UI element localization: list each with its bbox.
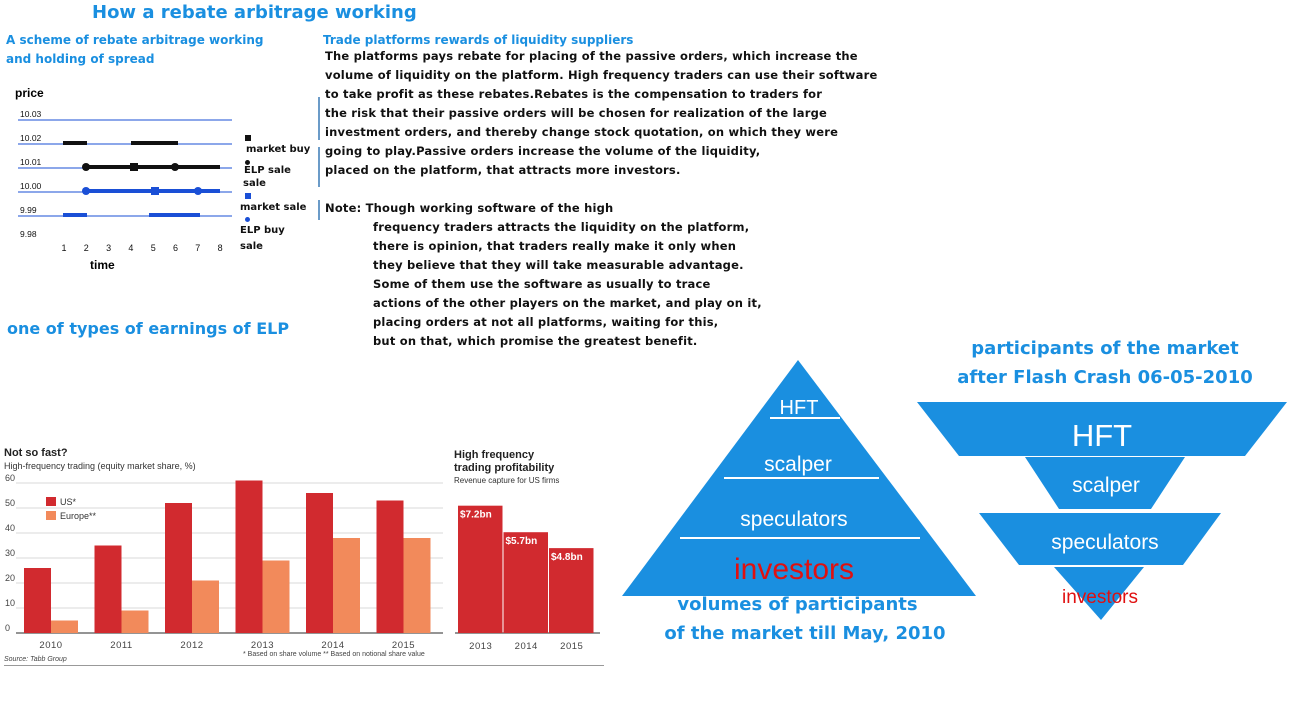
legend-europe-label: Europe** — [60, 511, 97, 521]
elp-buy-dot — [82, 187, 90, 195]
note-line: Note: Though working software of the high — [325, 201, 614, 215]
bar-us-2013 — [236, 481, 263, 634]
platform-line: the risk that their passive orders will be chosen for realization of the large — [325, 106, 827, 120]
platform-paragraph — [325, 47, 877, 180]
bar-value-label: $4.8bn — [551, 552, 583, 564]
bar-europe-2015 — [404, 538, 431, 633]
note-line: but on that, which promise the greatest benefit. — [373, 334, 698, 348]
chart2-subtitle: Revenue capture for US firms — [454, 476, 560, 485]
note-line: actions of the other players on the market, and play on it, — [373, 296, 762, 310]
bar-us-2011 — [95, 546, 122, 634]
bar-profit-2014 — [504, 532, 549, 633]
legend-elp-sale-extra: sale — [243, 178, 266, 189]
separator — [318, 147, 320, 187]
elp-buy-marker — [151, 187, 159, 195]
legend-market-buy: market buy — [246, 144, 311, 155]
scheme-title-line2: and holding of spread — [6, 52, 155, 66]
main-title: How a rebate arbitrage working — [92, 2, 417, 23]
y-tick-label: 40 — [5, 523, 16, 533]
separator — [318, 200, 320, 220]
note-line: placing orders at not all platforms, waiting for this, — [373, 315, 719, 329]
legend-us-label: US* — [60, 497, 77, 507]
inverted-level-scalper: scalper — [1072, 474, 1140, 497]
scheme-order-lines — [63, 143, 220, 215]
x-tick-label: 2015 — [560, 641, 584, 652]
scheme-title-line1: A scheme of rebate arbitrage working — [6, 33, 264, 47]
participants-inverted-pyramid — [915, 400, 1290, 625]
bar-profit-2013 — [458, 506, 503, 633]
rebate-scheme-diagram — [0, 80, 320, 280]
time-tick-label: 7 — [195, 243, 201, 253]
chart2-title-line2: trading profitability — [454, 462, 555, 474]
platform-line: volume of liquidity on the platform. High frequency traders can use their software — [325, 68, 878, 82]
elp-sale-dot — [82, 163, 90, 171]
y-tick-label: 30 — [5, 548, 16, 558]
bar-europe-2010 — [51, 621, 78, 634]
legend-elp-buy: ELP buy — [240, 225, 285, 236]
pyramid-level-speculators: speculators — [740, 508, 848, 531]
legend-market-sale: market sale — [240, 202, 307, 213]
elp-caption: one of types of earnings of ELP — [7, 319, 290, 338]
y-tick-label: 10 — [5, 598, 16, 608]
inverted-level-hft: HFT — [1071, 418, 1133, 453]
elp-buy-legend-icon — [245, 217, 250, 222]
inverted-title-line1: participants of the market — [971, 338, 1239, 359]
time-tick-label: 3 — [106, 243, 112, 253]
note-paragraph — [325, 199, 762, 351]
bar-europe-2011 — [122, 611, 149, 634]
x-tick-label: 2013 — [469, 641, 493, 652]
elp-buy-dot — [194, 187, 202, 195]
platform-title: Trade platforms rewards of liquidity suppliers — [323, 33, 634, 47]
market-sale-legend-icon — [245, 193, 251, 199]
platform-line: investment orders, and thereby change stock quotation, on which they were — [325, 125, 839, 139]
bar-value-label: $7.2bn — [460, 509, 492, 521]
price-level-label: 10.01 — [20, 157, 42, 167]
pyramid-level-investors: investors — [733, 553, 855, 586]
x-tick-label: 2011 — [110, 640, 133, 651]
pyramid-caption-line1: volumes of participants — [677, 594, 918, 615]
price-level-label: 10.03 — [20, 109, 42, 119]
pyramid-caption-line2: of the market till May, 2010 — [664, 623, 946, 644]
inverted-level-speculators: speculators — [1051, 531, 1159, 554]
pyramid-level-hft: HFT — [779, 397, 819, 419]
chart1-subtitle: High-frequency trading (equity market share, %) — [4, 461, 196, 471]
elp-sale-dot — [171, 163, 179, 171]
x-tick-label: 2014 — [321, 640, 345, 651]
x-tick-label: 2010 — [39, 640, 63, 651]
note-line: Some of them use the software as usually to trace — [373, 277, 711, 291]
y-tick-label: 0 — [5, 623, 11, 633]
x-tick-label: 2012 — [180, 640, 204, 651]
scheme-x-title: time — [90, 258, 115, 272]
scheme-y-title: price — [15, 86, 44, 100]
legend-us-swatch — [46, 497, 56, 506]
bar-europe-2013 — [263, 561, 290, 634]
hft-profitability-chart — [450, 440, 605, 670]
bar-us-2012 — [165, 503, 192, 633]
bar-europe-2012 — [192, 581, 219, 634]
time-tick-label: 5 — [150, 243, 156, 253]
time-tick-label: 6 — [172, 243, 179, 253]
note-line: frequency traders attracts the liquidity on the platform, — [373, 220, 750, 234]
time-tick-label: 2 — [83, 243, 89, 253]
legend-europe-swatch — [46, 511, 56, 520]
inverted-level-investors: investors — [1061, 587, 1139, 608]
y-tick-label: 60 — [5, 473, 16, 483]
time-tick-label: 4 — [128, 243, 134, 253]
legend-elp-buy-extra: sale — [240, 241, 263, 252]
bar-us-2015 — [377, 501, 404, 634]
elp-sale-marker — [130, 163, 138, 171]
time-tick-label: 1 — [61, 243, 67, 253]
bar-us-2010 — [24, 568, 51, 633]
chart1-footnote: * Based on share volume ** Based on notional share value — [243, 651, 425, 658]
y-tick-label: 50 — [5, 498, 16, 508]
note-line: there is opinion, that traders really make it only when — [373, 239, 737, 253]
platform-line: placed on the platform, that attracts more investors. — [325, 163, 681, 177]
time-tick-label: 8 — [217, 243, 223, 253]
platform-line: to take profit as these rebates.Rebates is the compensation to traders for — [325, 87, 823, 101]
separator — [318, 97, 320, 140]
x-tick-label: 2013 — [250, 640, 275, 651]
price-level-label: 9.99 — [20, 205, 37, 215]
bar-us-2014 — [306, 493, 333, 633]
pyramid-level-scalper: scalper — [764, 453, 832, 476]
price-level-label: 10.00 — [20, 181, 42, 191]
platform-line: The platforms pays rebate for placing of the passive orders, which increase the — [325, 49, 858, 63]
price-level-label: 10.02 — [20, 133, 42, 143]
chart2-title-line1: High frequency — [454, 449, 535, 461]
x-tick-label: 2015 — [391, 640, 416, 651]
price-level-label: 9.98 — [20, 229, 37, 239]
bar-europe-2014 — [333, 538, 360, 633]
platform-line: going to play.Passive orders increase the volume of the liquidity, — [325, 144, 761, 158]
chart1-source: Source: Tabb Group — [4, 656, 67, 663]
legend-elp-sale: ELP sale — [244, 165, 291, 176]
x-tick-label: 2014 — [514, 641, 538, 652]
market-buy-legend-icon — [245, 135, 251, 141]
hft-market-share-chart — [0, 440, 450, 670]
y-tick-label: 20 — [5, 573, 16, 583]
chart1-title: Not so fast? — [4, 447, 68, 459]
bar-value-label: $5.7bn — [505, 536, 538, 548]
note-line: they believe that they will take measurable advantage. — [373, 258, 744, 272]
inverted-title-line2: after Flash Crash 06-05-2010 — [957, 367, 1253, 388]
